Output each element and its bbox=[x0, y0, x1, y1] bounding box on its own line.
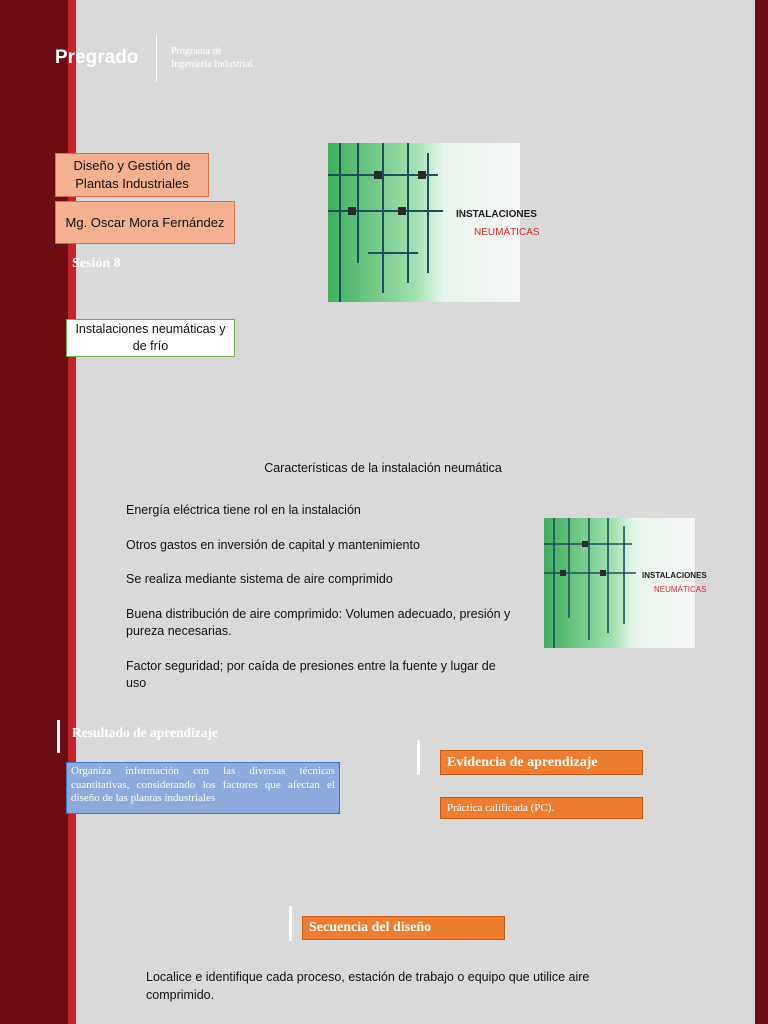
program-line-2: Ingeniería Industrial bbox=[171, 59, 253, 70]
image-caption-line-2: NEUMÁTICAS bbox=[474, 227, 540, 238]
program-label bbox=[171, 45, 291, 71]
course-name-box bbox=[55, 153, 209, 197]
characteristic-item: Energía eléctrica tiene rol en la instalación bbox=[126, 503, 361, 517]
topic-line-2: de frío bbox=[132, 339, 169, 353]
course-name-line-1: Diseño y Gestión de bbox=[73, 158, 191, 173]
characteristic-item: Se realiza mediante sistema de aire comprimido bbox=[126, 572, 393, 586]
program-line-1: Programa de bbox=[171, 46, 222, 57]
evidence-value-box: Práctica calificada (PC). bbox=[440, 797, 643, 819]
topic-line-1: Instalaciones neumáticas y bbox=[75, 322, 226, 336]
brand-divider bbox=[156, 35, 157, 82]
result-title: Resultado de aprendizaje bbox=[72, 725, 219, 740]
characteristic-item: Buena distribución de aire comprimido: Volumen adecuado, presión y pureza necesarias. bbox=[126, 606, 511, 638]
evidence-accent-bar bbox=[417, 740, 420, 775]
sequence-accent-bar bbox=[289, 906, 292, 941]
course-name-line-2: Plantas Industriales bbox=[75, 176, 189, 191]
pneumatic-installation-thumbnail bbox=[544, 518, 707, 648]
pneumatic-installation-image bbox=[328, 143, 540, 302]
right-maroon-band bbox=[755, 0, 768, 1024]
characteristic-item: Factor seguridad; por caída de presiones entre la fuente y lugar de uso bbox=[126, 658, 496, 690]
characteristic-item: Otros gastos en inversión de capital y mantenimiento bbox=[126, 537, 420, 552]
evidence-title-box: Evidencia de aprendizaje bbox=[440, 750, 643, 775]
session-label: Sesión 8 bbox=[72, 256, 121, 271]
sequence-text: Localice e identifique cada proceso, estación de trabajo o equipo que utilice aire comprimido. bbox=[146, 970, 590, 1002]
brand-title: Pregrado bbox=[55, 47, 139, 68]
result-description-box: Organiza información con las diversas técnicas cuantitativas, considerando los factores que afectan el diseño de las plantas industriales bbox=[66, 762, 340, 814]
image-caption-line-1: INSTALACIONES bbox=[456, 209, 537, 220]
topic-box bbox=[66, 319, 235, 357]
thumbnail-caption-line-2: NEUMÁTICAS bbox=[654, 585, 707, 594]
characteristics-list bbox=[126, 502, 516, 710]
characteristics-title: Características de la instalación neumática bbox=[264, 461, 502, 475]
result-accent-bar bbox=[57, 720, 60, 753]
thumbnail-caption-line-1: INSTALACIONES bbox=[642, 571, 707, 580]
sequence-title-box: Secuencia del diseño bbox=[302, 916, 505, 940]
teacher-box: Mg. Oscar Mora Fernández bbox=[55, 201, 235, 244]
